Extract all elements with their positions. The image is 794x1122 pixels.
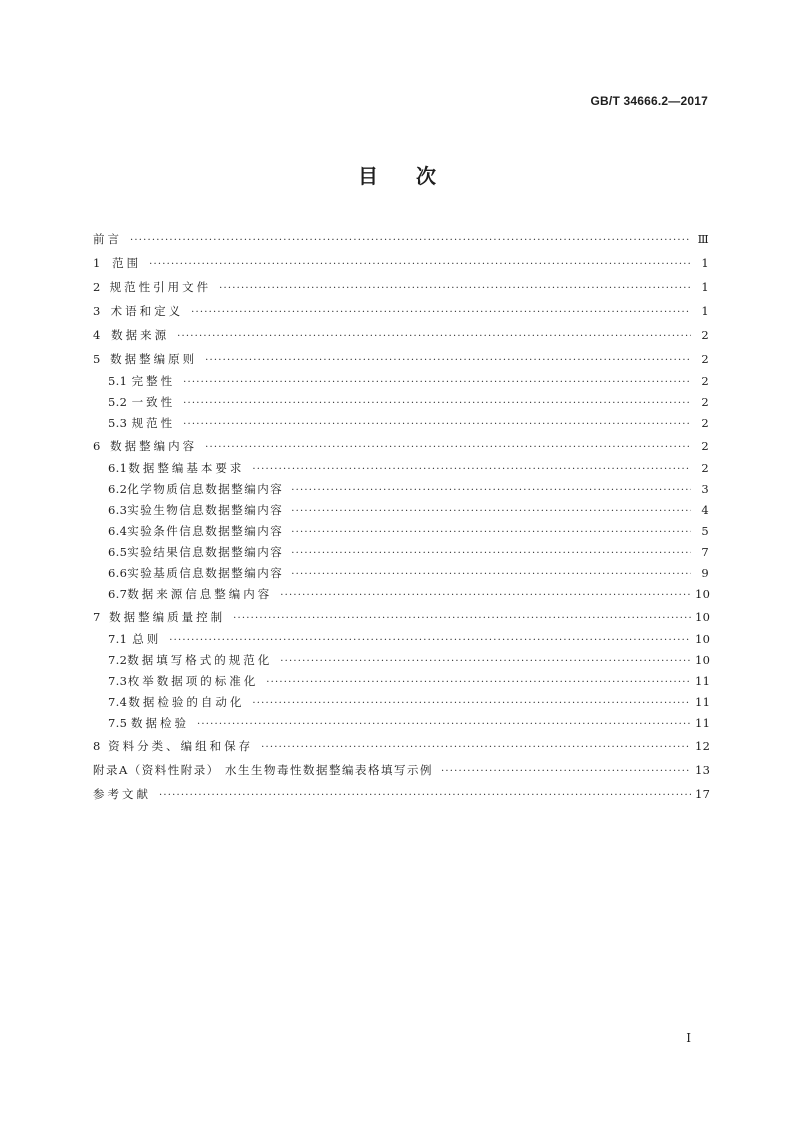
toc-entry[interactable] <box>93 323 709 347</box>
toc-entry-number: 3 <box>93 304 101 318</box>
toc-entry-number: 6.4 <box>108 524 128 538</box>
toc-entry-number: 6.6 <box>108 566 128 580</box>
toc-entry-page: Ⅲ <box>697 232 709 246</box>
title-char-2: 次 <box>416 164 436 188</box>
toc-entry-page: 10 <box>695 653 711 667</box>
page-title <box>0 160 794 189</box>
toc-entry-number: 7.4 <box>108 695 128 709</box>
dot-leader <box>252 459 691 480</box>
toc-entry-number: 6.3 <box>108 503 128 517</box>
title-char-1: 目 <box>358 164 378 188</box>
toc-entry[interactable] <box>93 605 709 629</box>
toc-entry-page: 10 <box>695 587 711 601</box>
dot-leader <box>169 630 691 651</box>
toc-entry-page: 7 <box>701 545 709 559</box>
toc-entry-page: 2 <box>701 416 709 430</box>
dot-leader <box>191 301 691 325</box>
dot-leader <box>291 501 691 522</box>
toc-entry-number: 6.5 <box>108 545 128 559</box>
toc-entry[interactable] <box>93 479 709 500</box>
toc-entry-label: 数据整编原则 <box>110 352 198 366</box>
toc-entry-label: 化学物质信息数据整编内容 <box>127 482 284 496</box>
toc-entry-label: 实验条件信息数据整编内容 <box>127 524 284 538</box>
toc-entry[interactable] <box>93 782 709 806</box>
dot-leader <box>177 325 691 349</box>
toc-entry[interactable] <box>93 413 709 434</box>
toc-entry[interactable] <box>93 371 709 392</box>
dot-leader <box>149 253 691 277</box>
toc-entry-number: 7 <box>93 610 101 624</box>
toc-entry-label: 规范性引用文件 <box>109 280 212 294</box>
toc-entry-page: 2 <box>701 352 709 366</box>
dot-leader <box>159 784 691 808</box>
dot-leader <box>291 522 691 543</box>
dot-leader <box>183 393 691 414</box>
dot-leader <box>183 372 691 393</box>
dot-leader <box>266 672 691 693</box>
toc-entry-number: 7.3 <box>108 674 128 688</box>
toc-entry-label: 枚举数据项的标准化 <box>127 674 259 688</box>
toc-entry-number: 6 <box>93 439 101 453</box>
toc-entry-label: 参考文献 <box>93 787 151 801</box>
toc-entry[interactable] <box>93 521 709 542</box>
page-number: I <box>686 1031 691 1045</box>
toc-entry-page: 2 <box>701 439 709 453</box>
toc-entry-label: 数据来源信息整编内容 <box>127 587 273 601</box>
toc-entry-label: 总则 <box>132 632 162 646</box>
dot-leader <box>291 480 691 501</box>
toc-entry[interactable] <box>93 275 709 299</box>
dot-leader <box>280 585 691 606</box>
table-of-contents <box>93 227 709 806</box>
toc-entry-label: 数据整编基本要求 <box>128 461 245 475</box>
toc-entry[interactable] <box>93 758 709 782</box>
toc-entry-label: 完整性 <box>131 374 176 388</box>
toc-entry-label: 实验基质信息数据整编内容 <box>127 566 284 580</box>
toc-entry-page: 11 <box>695 716 711 730</box>
toc-entry-page: 2 <box>701 374 709 388</box>
toc-entry-page: 2 <box>701 461 709 475</box>
toc-entry-label: 数据填写格式的规范化 <box>127 653 273 667</box>
toc-entry[interactable] <box>93 629 709 650</box>
toc-entry-label: 数据来源 <box>111 328 170 342</box>
standard-code: GB/T 34666.2—2017 <box>590 94 708 108</box>
toc-entry-page: 2 <box>701 328 709 342</box>
toc-entry-number: 1 <box>93 256 101 270</box>
dot-leader <box>252 693 691 714</box>
toc-entry-label: 资料分类、编组和保存 <box>108 739 254 753</box>
dot-leader <box>291 543 691 564</box>
toc-entry-label: 一致性 <box>131 395 176 409</box>
dot-leader <box>261 736 691 760</box>
toc-entry-page: 9 <box>701 566 709 580</box>
dot-leader <box>280 651 691 672</box>
toc-entry-number: 4 <box>93 328 101 342</box>
toc-entry[interactable] <box>93 251 709 275</box>
toc-entry-label: 数据检验的自动化 <box>128 695 245 709</box>
toc-entry[interactable] <box>93 500 709 521</box>
toc-entry-page: 11 <box>695 674 711 688</box>
toc-entry-label: 范围 <box>112 256 142 270</box>
toc-entry-page: 12 <box>695 739 711 753</box>
dot-leader <box>205 349 691 373</box>
toc-entry[interactable] <box>93 671 709 692</box>
dot-leader <box>291 564 691 585</box>
toc-entry[interactable] <box>93 542 709 563</box>
toc-entry-page: 11 <box>695 695 711 709</box>
toc-entry[interactable] <box>93 650 709 671</box>
toc-entry-page: 3 <box>701 482 709 496</box>
toc-entry-page: 5 <box>701 524 709 538</box>
dot-leader <box>441 760 691 784</box>
toc-entry-label: 术语和定义 <box>110 304 184 318</box>
toc-entry-number: 7.5 <box>108 716 128 730</box>
dot-leader <box>205 436 691 460</box>
toc-entry[interactable] <box>93 227 709 251</box>
toc-entry-number: 5.1 <box>108 374 128 388</box>
toc-entry-number: 6.2 <box>108 482 128 496</box>
toc-entry-number: 5.2 <box>108 395 128 409</box>
toc-entry-page: 10 <box>695 632 711 646</box>
toc-entry-page: 1 <box>701 256 709 270</box>
toc-entry[interactable] <box>93 347 709 371</box>
toc-entry-label: 实验结果信息数据整编内容 <box>127 545 284 559</box>
toc-entry[interactable] <box>93 458 709 479</box>
dot-leader <box>197 714 691 735</box>
toc-entry-label: 实验生物信息数据整编内容 <box>127 503 284 517</box>
toc-entry-page: 1 <box>701 304 709 318</box>
toc-entry-page: 1 <box>701 280 709 294</box>
toc-entry-number: 6.1 <box>108 461 128 475</box>
toc-entry-label: 数据检验 <box>130 716 189 730</box>
toc-entry-number: 2 <box>93 280 101 294</box>
toc-entry[interactable] <box>93 434 709 458</box>
dot-leader <box>219 277 691 301</box>
toc-entry[interactable] <box>93 563 709 584</box>
toc-entry-number: 6.7 <box>108 587 128 601</box>
toc-entry[interactable] <box>93 734 709 758</box>
toc-entry-page: 10 <box>695 610 711 624</box>
toc-entry-number: 5.3 <box>108 416 128 430</box>
toc-entry[interactable] <box>93 713 709 734</box>
toc-entry-label: 前言 <box>93 232 122 246</box>
toc-entry-label: 附录A（资料性附录） 水生生物毒性数据整编表格填写示例 <box>93 763 433 777</box>
toc-entry-page: 13 <box>695 763 711 777</box>
toc-entry[interactable] <box>93 299 709 323</box>
toc-entry-number: 7.1 <box>108 632 128 646</box>
toc-entry-number: 5 <box>93 352 101 366</box>
dot-leader <box>130 229 691 253</box>
toc-entry-label: 数据整编内容 <box>110 439 198 453</box>
dot-leader <box>183 414 691 435</box>
toc-entry[interactable] <box>93 584 709 605</box>
toc-entry[interactable] <box>93 392 709 413</box>
toc-entry-label: 数据整编质量控制 <box>109 610 226 624</box>
toc-entry-page: 17 <box>695 787 711 801</box>
toc-entry-number: 8 <box>93 739 101 753</box>
toc-entry-page: 4 <box>701 503 709 517</box>
toc-entry-number: 7.2 <box>108 653 128 667</box>
toc-entry-page: 2 <box>701 395 709 409</box>
toc-entry-label: 规范性 <box>131 416 176 430</box>
dot-leader <box>233 607 691 631</box>
toc-entry[interactable] <box>93 692 709 713</box>
